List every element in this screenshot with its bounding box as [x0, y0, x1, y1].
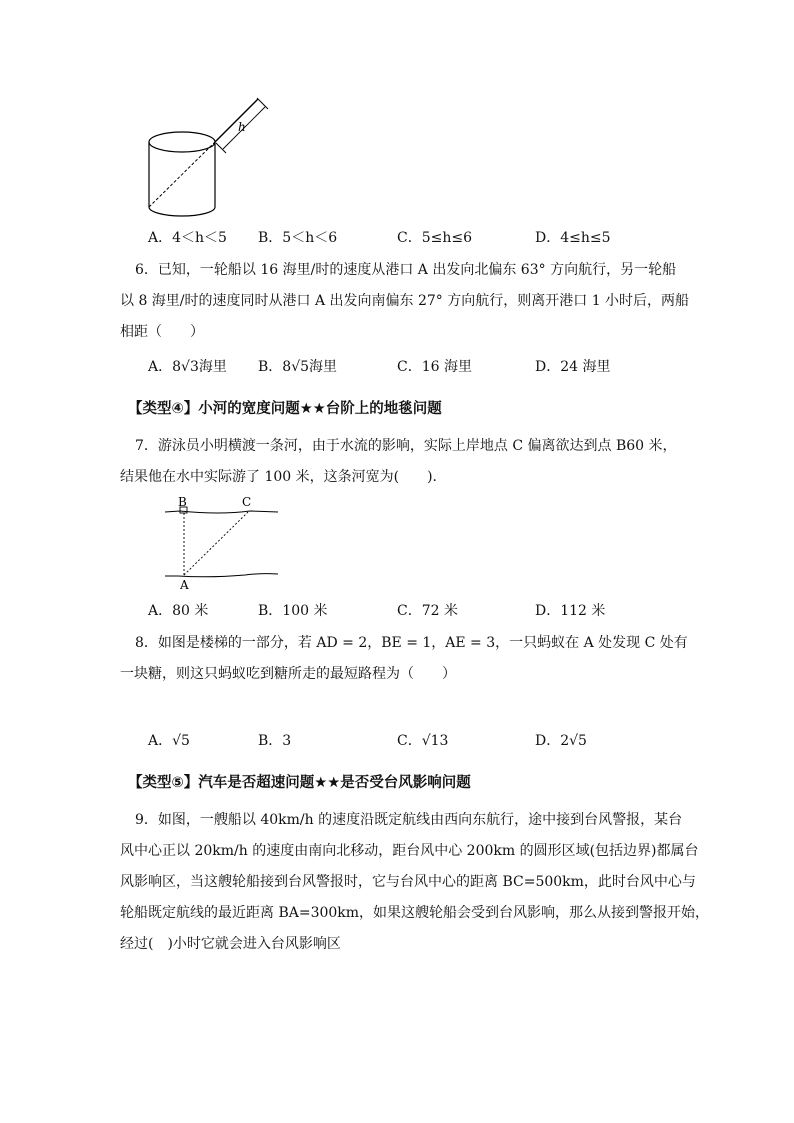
q7-line-2: 结果他在水中实际游了 100 米，这条河宽为( ).	[120, 469, 437, 485]
q7-line-1: 7．游泳员小明横渡一条河，由于水流的影响，实际上岸地点 C 偏离欲达到点 B60 米，	[135, 438, 677, 454]
q8-option-c[interactable]: C．√13	[397, 733, 449, 749]
q5-option-b[interactable]: B．5＜h＜6	[258, 230, 338, 246]
q7-option-a[interactable]: A．80 米	[148, 603, 209, 619]
q6-line-3: 相距（ ）	[120, 324, 204, 340]
q8-line-2: 一块糖，则这只蚂蚁吃到糖所走的最短路程为（ ）	[120, 666, 456, 682]
q8-option-a[interactable]: A．√5	[148, 733, 190, 749]
river-figure	[160, 490, 290, 590]
q9-line-4: 轮船既定航线的最近距离 BA=300km，如果这艘轮船会受到台风影响，那么从接到警报开始，	[120, 905, 710, 921]
section-heading-type-4: 【类型④】小河的宽度问题★★台阶上的地毯问题	[128, 401, 442, 417]
q9-line-3: 风影响区，当这艘轮船接到台风警报时，它与台风中心的距离 BC=500km，此时台风中心与	[120, 874, 696, 890]
q6-option-c[interactable]: C．16 海里	[397, 359, 472, 375]
river-label-c: C	[242, 495, 252, 509]
q5-option-d[interactable]: D．4≤h≤5	[535, 230, 611, 246]
q8-option-d[interactable]: D．2√5	[535, 733, 587, 749]
q8-line-1: 8．如图是楼梯的一部分，若 AD = 2，BE = 1，AE = 3，一只蚂蚁在 A 处发现 C 处有	[135, 635, 688, 651]
figure-label-h: h	[238, 120, 246, 134]
q7-option-b[interactable]: B．100 米	[258, 603, 328, 619]
q7-option-c[interactable]: C．72 米	[397, 603, 458, 619]
q6-line-1: 6．已知，一轮船以 16 海里/时的速度从港口 A 出发向北偏东 63° 方向航行，另一轮船	[135, 262, 677, 278]
cylinder-figure	[140, 95, 290, 225]
section-heading-type-5: 【类型⑤】汽车是否超速问题★★是否受台风影响问题	[128, 775, 471, 791]
q9-line-1: 9．如图，一艘船以 40km/h 的速度沿既定航线由西向东航行，途中接到台风警报，某台	[135, 812, 683, 828]
q6-option-b[interactable]: B．8√5海里	[258, 359, 338, 375]
q6-option-d[interactable]: D．24 海里	[535, 359, 611, 375]
river-label-a: A	[180, 578, 189, 590]
q8-option-b[interactable]: B．3	[258, 733, 292, 749]
q5-option-a[interactable]: A．4＜h＜5	[148, 230, 227, 246]
q9-line-5: 经过( )小时它就会进入台风影响区	[120, 936, 341, 952]
q6-option-a[interactable]: A．8√3海里	[148, 359, 227, 375]
q6-line-2: 以 8 海里/时的速度同时从港口 A 出发向南偏东 27° 方向航行，则离开港口 1 小时后，两船	[120, 293, 690, 309]
q9-line-2: 风中心正以 20km/h 的速度由南向北移动，距台风中心 200km 的圆形区域(包括边界)都属台	[120, 843, 699, 859]
river-label-b: B	[178, 495, 187, 509]
q5-option-c[interactable]: C．5≤h≤6	[397, 230, 473, 246]
q7-option-d[interactable]: D．112 米	[535, 603, 606, 619]
